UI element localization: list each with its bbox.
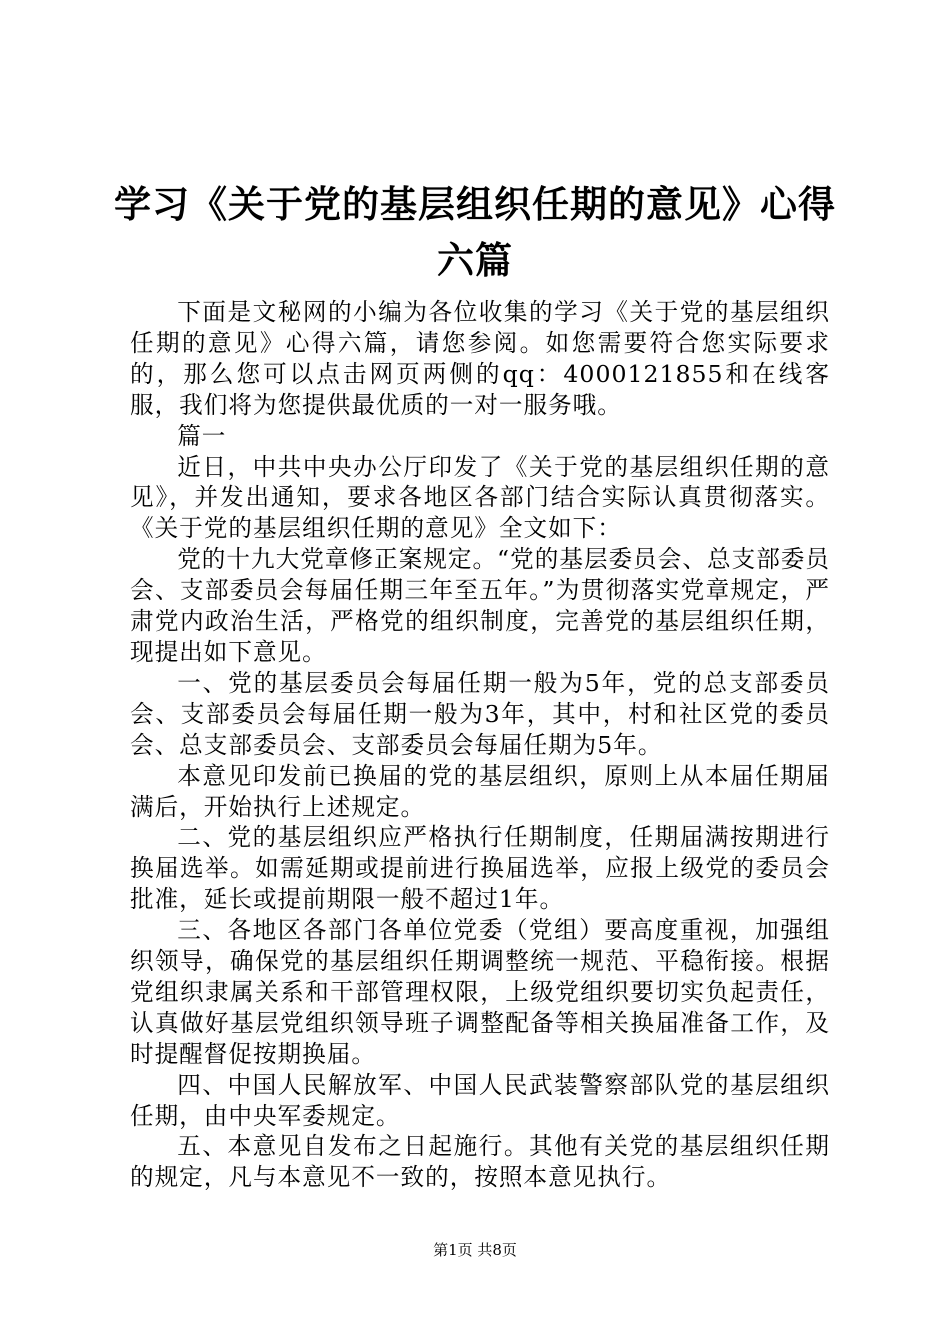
paragraph: 二、党的基层组织应严格执行任期制度，任期届满按期进行换届选举。如需延期或提前进行换届选举，应报上级党的委员会批准，延长或提前期限一般不超过1年。 xyxy=(130,823,830,914)
section-heading-part-one: 篇一 xyxy=(177,421,227,450)
page-number-footer: 第1页 共8页 xyxy=(433,1241,517,1259)
paragraph: 近日，中共中央办公厅印发了《关于党的基层组织任期的意见》，并发出通知，要求各地区各部门结合实际认真贯彻落实。《关于党的基层组织任期的意见》全文如下： xyxy=(130,452,830,543)
paragraph: 四、中国人民解放军、中国人民武装警察部队党的基层组织任期，由中央军委规定。 xyxy=(130,1070,830,1130)
document-body xyxy=(130,297,830,1193)
paragraph: 一、党的基层委员会每届任期一般为5年，党的总支部委员会、支部委员会每届任期一般为3年，其中，村和社区党的委员会、总支部委员会、支部委员会每届任期为5年。 xyxy=(130,668,830,759)
paragraph: 三、各地区各部门各单位党委（党组）要高度重视，加强组织领导，确保党的基层组织任期调整统一规范、平稳衔接。根据党组织隶属关系和干部管理权限，上级党组织要切实负起责任，认真做好基层党组织领导班子调整配备等相关换届准备工作，及时提醒督促按期换届。 xyxy=(130,916,830,1068)
paragraph-intro: 下面是文秘网的小编为各位收集的学习《关于党的基层组织任期的意见》心得六篇，请您参阅。如您需要符合您实际要求的，那么您可以点击网页两侧的qq：4000121855和在线客服，我们将为您提供最优质的一对一服务哦。 xyxy=(130,298,830,419)
document-title: 学习《关于党的基层组织任期的意见》心得六篇 xyxy=(114,182,836,282)
paragraph: 本意见印发前已换届的党的基层组织，原则上从本届任期届满后，开始执行上述规定。 xyxy=(130,761,830,821)
paragraph: 五、本意见自发布之日起施行。其他有关党的基层组织任期的规定，凡与本意见不一致的，按照本意见执行。 xyxy=(130,1132,830,1192)
paragraph: 党的十九大党章修正案规定。“党的基层委员会、总支部委员会、支部委员会每届任期三年至五年。”为贯彻落实党章规定，严肃党内政治生活，严格党的组织制度，完善党的基层组织任期，现提出如下意见。 xyxy=(130,545,830,666)
